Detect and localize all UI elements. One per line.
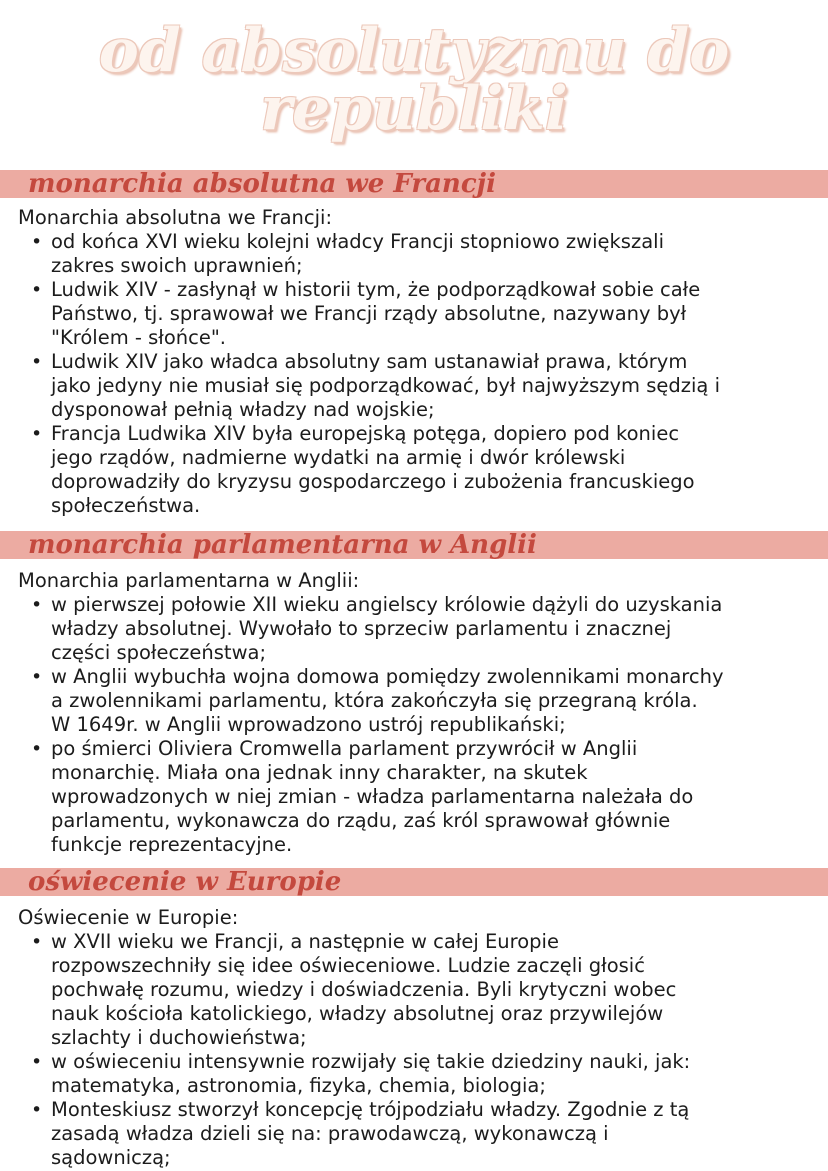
list-item [18, 737, 808, 857]
bullet-list [18, 930, 808, 1170]
section-intro: Monarchia absolutna we Francji: [18, 206, 333, 229]
line: parlamentu, wykonawcza do rządu, zaś król sprawował głównie [51, 809, 671, 832]
section-body [18, 906, 808, 1170]
line: sądowniczą; [51, 1146, 171, 1169]
section-intro: Monarchia parlamentarna w Anglii: [18, 569, 360, 592]
bullet-list [18, 593, 808, 857]
line: pochwałę rozumu, wiedzy i doświadczenia. Byli krytyczni wobec [51, 978, 677, 1001]
line: funkcje reprezentacyjne. [51, 833, 293, 856]
line: Państwo, tj. sprawował we Francji rządy absolutne, nazywany był [51, 302, 687, 325]
line: zasadą władza dzieli się na: prawodawczą, wykonawczą i [51, 1122, 609, 1145]
section-heading-band [0, 531, 828, 559]
line: • Ludwik XIV jako władca absolutny sam ustanawiał prawa, którym [51, 350, 688, 373]
section-body [18, 569, 808, 857]
line: • Monteskiusz stworzył koncepcję trójpodziału władzy. Zgodnie z tą [51, 1098, 690, 1121]
line: społeczeństwa. [51, 494, 201, 517]
line: • Francja Ludwika XIV była europejską potęga, dopiero pod koniec [51, 422, 680, 445]
section-intro: Oświecenie w Europie: [18, 906, 239, 929]
list-item [18, 422, 808, 518]
section-body [18, 206, 808, 518]
line: • po śmierci Oliviera Cromwella parlament przywrócił w Anglii [51, 737, 638, 760]
line: dysponował pełnią władzy nad wojskie; [51, 398, 435, 421]
line: matematyka, astronomia, fizyka, chemia, biologia; [51, 1074, 546, 1097]
page-title-line-1: od absolutyzmu do [98, 16, 730, 86]
list-item [18, 278, 808, 350]
bullet-list [18, 230, 808, 518]
page-title [0, 16, 828, 144]
list-item [18, 230, 808, 278]
line: jego rządów, nadmierne wydatki na armię i dwór królewski [51, 446, 626, 469]
section-heading: monarchia absolutna we Francji [28, 169, 496, 199]
line: • w Anglii wybuchła wojna domowa pomiędzy zwolennikami monarchy [51, 665, 724, 688]
section-heading: oświecenie w Europie [28, 867, 342, 897]
section-heading-band [0, 170, 828, 198]
list-item [18, 1050, 808, 1098]
list-item [18, 350, 808, 422]
section-heading: monarchia parlamentarna w Anglii [28, 530, 537, 560]
line: monarchię. Miała ona jednak inny charakter, na skutek [51, 761, 588, 784]
line: jako jedyny nie musiał się podporządkować, był najwyższym sędzią i [51, 374, 720, 397]
line: • w oświeceniu intensywnie rozwijały się takie dziedziny nauki, jak: [51, 1050, 691, 1073]
list-item [18, 1098, 808, 1170]
line: władzy absolutnej. Wywołało to sprzeciw parlamentu i znacznej [51, 617, 672, 640]
section-heading-band [0, 868, 828, 896]
line: • Ludwik XIV - zasłynął w historii tym, że podporządkował sobie całe [51, 278, 701, 301]
line: wprowadzonych w niej zmian - władza parlamentarna należała do [51, 785, 694, 808]
line: części społeczeństwa; [51, 641, 267, 664]
line: nauk kościoła katolickiego, władzy absolutnej oraz przywilejów [51, 1002, 664, 1025]
line: W 1649r. w Anglii wprowadzono ustrój republikański; [51, 713, 566, 736]
line: szlachty i duchowieństwa; [51, 1026, 307, 1049]
list-item [18, 930, 808, 1050]
line: • w XVII wieku we Francji, a następnie w całej Europie [51, 930, 559, 953]
page-title-line-2: republiki [260, 74, 568, 144]
line: zakres swoich uprawnień; [51, 254, 303, 277]
line: • od końca XVI wieku kolejni władcy Francji stopniowo zwiększali [51, 230, 664, 253]
line: "Królem - słońce". [51, 326, 226, 349]
line: rozpowszechniły się idee oświeceniowe. Ludzie zaczęli głosić [51, 954, 645, 977]
list-item [18, 593, 808, 665]
line: • w pierwszej połowie XII wieku angielscy królowie dążyli do uzyskania [51, 593, 723, 616]
line: a zwolennikami parlamentu, która zakończyła się przegraną króla. [51, 689, 698, 712]
list-item [18, 665, 808, 737]
line: doprowadziły do kryzysu gospodarczego i zubożenia francuskiego [51, 470, 695, 493]
